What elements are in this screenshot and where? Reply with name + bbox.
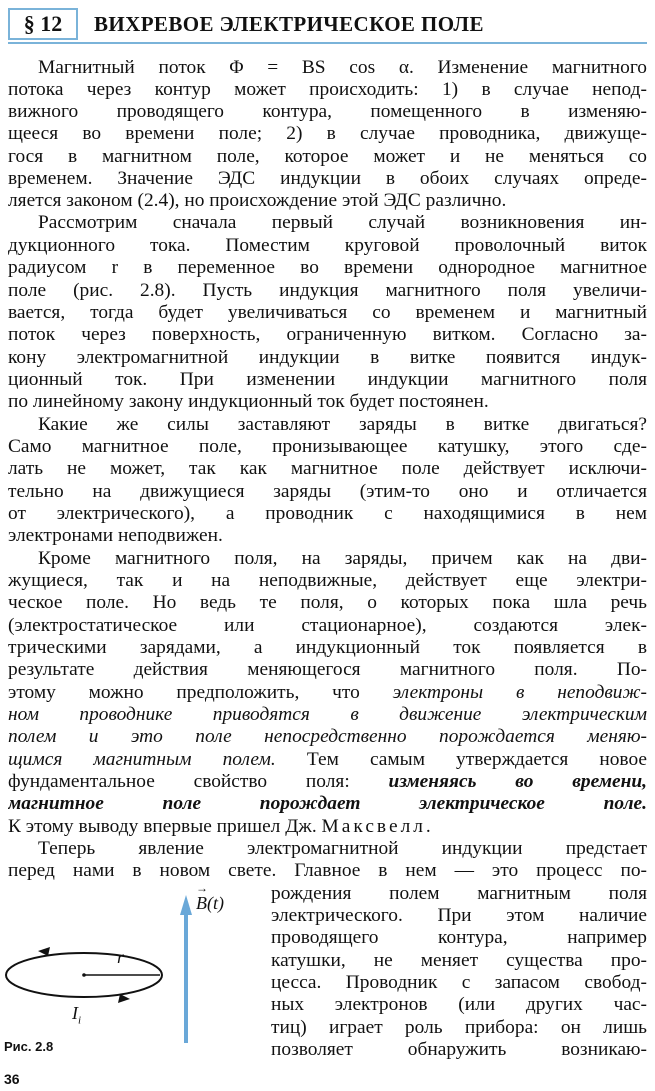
text-line [8,682,647,704]
text-line: позволяет обнаружить возникаю- [271,1039,647,1060]
text-line: щееся во времени поле; 2) в случае проводника, движуще- [8,123,647,144]
text-line: Кроме магнитного поля, на заряды, причем как на дви- [38,548,647,569]
text-line: рождения полем магнитным поля [271,883,647,904]
current-arrow-top [38,947,50,956]
text-line: тельно на движущиеся заряды (этим-то оно и отличается [8,481,647,502]
text-line: поле (рис. 2.8). Пусть индукция магнитного поля увеличи- [8,280,647,301]
text-line: поток через поверхность, ограниченную витком. Согласно за- [8,324,647,345]
italic-span: щимся магнитным полем. [8,749,276,770]
text-span: К этому выводу впервые пришел Дж. [8,816,317,837]
text-line: Какие же силы заставляют заряды в витке двигаться? [38,414,647,435]
text-line [8,816,647,838]
text-line: ляется законом (2.4), но происхождение этой ЭДС различно. [8,190,507,211]
text-line: перед нами в новом свете. Главное в нем — это процесс по- [8,860,647,881]
section-header [8,8,647,44]
text-line [8,749,647,771]
text-line: вается, тогда будет увеличиваться со временем и магнитный [8,302,647,323]
text-line: электрического. При этом наличие [271,905,647,926]
text-line: ных электронов (или других час- [271,994,647,1015]
text-line: жущиеся, так и на неподвижные, действует еще электри- [8,570,647,591]
text-line: цесса. Проводник с запасом свобод- [271,972,647,993]
text-line: ческое поле. Но ведь те поля, о которых пока шла речь [8,592,647,613]
text-line: (электростатическое или стационарное), создаются элек- [8,615,647,636]
text-line: Теперь явление электромагнитной индукции предстает [38,838,647,859]
text-line: радиусом r в переменное во времени однородное магнитное [8,257,647,278]
italic-span: электроны в неподвиж- [392,682,647,703]
text-span: фундаментальное свойство поля: [8,771,350,792]
figure-caption: Рис. 2.8 [4,1039,54,1054]
center-point [82,973,86,977]
figure-2-8 [0,881,262,1063]
text-line: Магнитный поток Φ = BS cos α. Изменение магнитного [38,57,647,78]
text-line: от электрического), а проводник с находящимися в нем [8,503,647,524]
text-line: ном проводнике приводятся в движение электрическим [8,704,647,725]
text-line: результате действия меняющегося магнитного поля. По- [8,659,647,680]
text-line: проводящего контура, например [271,927,647,948]
text-line: Само магнитное поле, пронизывающее катушку, этого сде- [8,436,647,457]
text-line: электронами неподвижен. [8,525,223,546]
text-line: потока через контур может происходить: 1) в случае непод- [8,79,647,100]
text-line: лать не может, так как магнитное поле действует исключи- [8,458,647,479]
section-title: ВИХРЕВОЕ ЭЛЕКТРИЧЕСКОЕ ПОЛЕ [94,12,484,36]
radius-label: r [117,947,125,967]
text-line: полем и это поле непосредственно порождается меняю- [8,726,647,747]
section-number: § 12 [8,8,78,40]
text-line: временем. Значение ЭДС индукции в обоих случаях опреде- [8,168,647,189]
text-line: тиц) играет роль прибора: он лишь [271,1017,647,1038]
current-arrow-bottom [118,994,130,1003]
text-line: кону электромагнитной индукции в витке появится индук- [8,347,647,368]
field-arrow-shaft [184,913,188,1043]
text-line: магнитное поле порождает электрическое поле. [8,793,647,814]
text-line: катушки, не меняет существа про- [271,950,647,971]
text-span: этому можно предположить, что [8,682,360,703]
text-line [8,771,647,793]
text-line: дукционного тока. Поместим круговой проволочный виток [8,235,647,256]
text-line: Рассмотрим сначала первый случай возникновения ин- [38,212,647,233]
text-line: ционный ток. При изменении индукции магнитного поля [8,369,647,390]
coil-diagram [0,881,262,1043]
text-span: Тем самым утверждается новое [306,749,647,770]
field-label: → B(t) [196,881,224,913]
current-label: $I_i$ [72,1003,82,1027]
emphasis-span: изменяясь во времени, [388,771,647,792]
author-name: Максвелл. [321,816,434,837]
text-line: гося в магнитном поле, которое может и не меняться со [8,146,647,167]
text-line: вижного проводящего контура, помещенного в изменяю- [8,101,647,122]
page-number: 36 [4,1071,20,1087]
text-line: по линейному закону индукционный ток будет постоянен. [8,391,489,412]
field-arrow-head [180,895,192,915]
text-line: трическими зарядами, а индукционный ток появляется в [8,637,647,658]
